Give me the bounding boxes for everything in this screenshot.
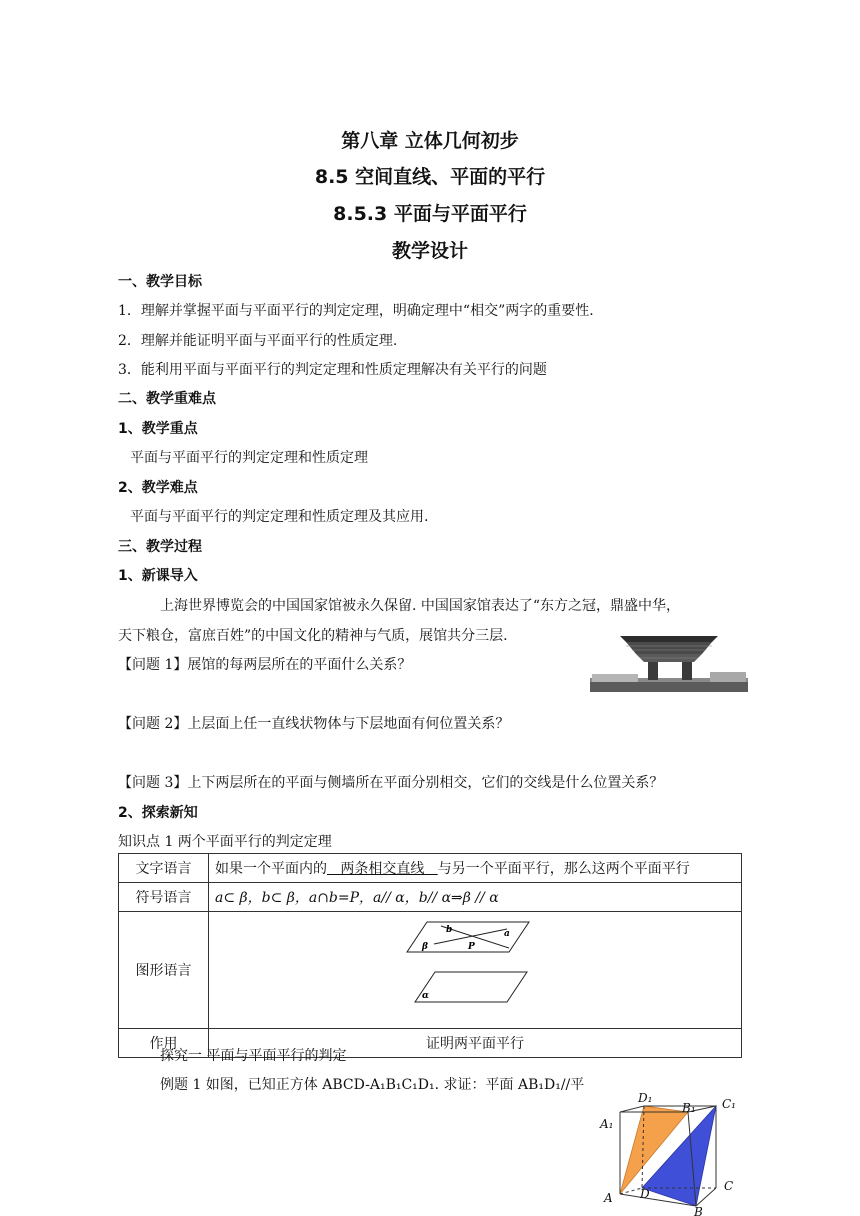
china-pavilion-image bbox=[590, 632, 748, 692]
subsection-title: 8.5.3 平面与平面平行 bbox=[333, 203, 527, 225]
label-A: A bbox=[604, 1191, 613, 1205]
row-label-text: 文字语言 bbox=[119, 854, 209, 883]
focus-heading: 1、教学重点 bbox=[118, 421, 198, 437]
table-row bbox=[119, 883, 742, 912]
question-2: 【问题 2】上层面上任一直线状物体与下层地面有何位置关系？ bbox=[118, 716, 510, 732]
text-post: 与另一个平面平行，那么这两个平面平行 bbox=[437, 861, 690, 877]
goal-item: 2．理解并能证明平面与平面平行的性质定理. bbox=[118, 333, 398, 349]
row-text-content bbox=[209, 854, 742, 883]
label-beta: β bbox=[422, 942, 428, 952]
parallel-planes-figure bbox=[209, 912, 739, 1028]
label-alpha: α bbox=[422, 991, 429, 1001]
difficulty-text: 平面与平面平行的判定定理和性质定理及其应用. bbox=[130, 509, 429, 525]
keypoints-heading: 二、教学重难点 bbox=[118, 391, 216, 407]
goals-heading: 一、教学目标 bbox=[118, 274, 202, 290]
label-C1: C₁ bbox=[722, 1097, 736, 1111]
label-a: a bbox=[504, 929, 510, 939]
knowledge-point-title: 知识点 1 两个平面平行的判定定理 bbox=[118, 834, 332, 850]
label-D1: D₁ bbox=[638, 1091, 653, 1105]
label-C: C bbox=[724, 1179, 734, 1193]
process-heading: 三、教学过程 bbox=[118, 539, 202, 555]
intro-heading: 1、新课导入 bbox=[118, 568, 198, 584]
label-P: P bbox=[468, 942, 475, 952]
row-symbol-content: a⊂ β，b⊂ β，a∩b=P，a// α，b// α⇒β // α bbox=[209, 883, 742, 912]
intro-paragraph-line1: 上海世界博览会的中国国家馆被永久保留. 中国国家馆表达了“东方之冠，鼎盛中华， bbox=[160, 598, 681, 614]
label-b: b bbox=[446, 925, 453, 935]
label-A1: A₁ bbox=[600, 1117, 614, 1131]
text-pre: 如果一个平面内的 bbox=[215, 861, 327, 877]
theorem-table bbox=[118, 853, 742, 1058]
explore-one-title: 探究一 平面与平面平行的判定 bbox=[160, 1048, 347, 1064]
goal-item: 3．能利用平面与平面平行的判定定理和性质定理解决有关平行的问题 bbox=[118, 362, 547, 378]
label-D: D bbox=[640, 1187, 650, 1201]
row-label-symbol: 符号语言 bbox=[119, 883, 209, 912]
design-title: 教学设计 bbox=[391, 240, 468, 262]
cube-figure bbox=[596, 1090, 746, 1216]
difficulty-heading: 2、教学难点 bbox=[118, 480, 198, 496]
row-label-use: 作用 bbox=[119, 1029, 209, 1058]
intro-paragraph-line2: 天下粮仓，富庶百姓”的中国文化的精神与气质，展馆共分三层. bbox=[118, 628, 508, 644]
label-B: B bbox=[694, 1205, 703, 1216]
row-figure-content bbox=[209, 912, 742, 1029]
row-use-content: 证明两平面平行 bbox=[209, 1029, 742, 1058]
chapter-title: 第八章 立体几何初步 bbox=[341, 130, 519, 152]
example-1-text: 例题 1 如图，已知正方体 ABCD-A₁B₁C₁D₁. 求证：平面 AB₁D₁//平 bbox=[160, 1077, 585, 1093]
goal-item: 1．理解并掌握平面与平面平行的判定定理，明确定理中“相交”两字的重要性. bbox=[118, 303, 594, 319]
section-title: 8.5 空间直线、平面的平行 bbox=[314, 166, 546, 188]
question-1: 【问题 1】展馆的每两层所在的平面什么关系？ bbox=[118, 657, 412, 673]
focus-text: 平面与平面平行的判定定理和性质定理 bbox=[130, 450, 368, 466]
text-fill-blank: 两条相交直线 bbox=[327, 861, 438, 877]
table-row bbox=[119, 854, 742, 883]
question-3: 【问题 3】上下两层所在的平面与侧墙所在平面分别相交，它们的交线是什么位置关系？ bbox=[118, 775, 664, 791]
table-row bbox=[119, 912, 742, 1029]
label-B1: B₁ bbox=[682, 1101, 696, 1115]
explore-heading: 2、探索新知 bbox=[118, 805, 198, 821]
row-label-figure: 图形语言 bbox=[119, 912, 209, 1029]
